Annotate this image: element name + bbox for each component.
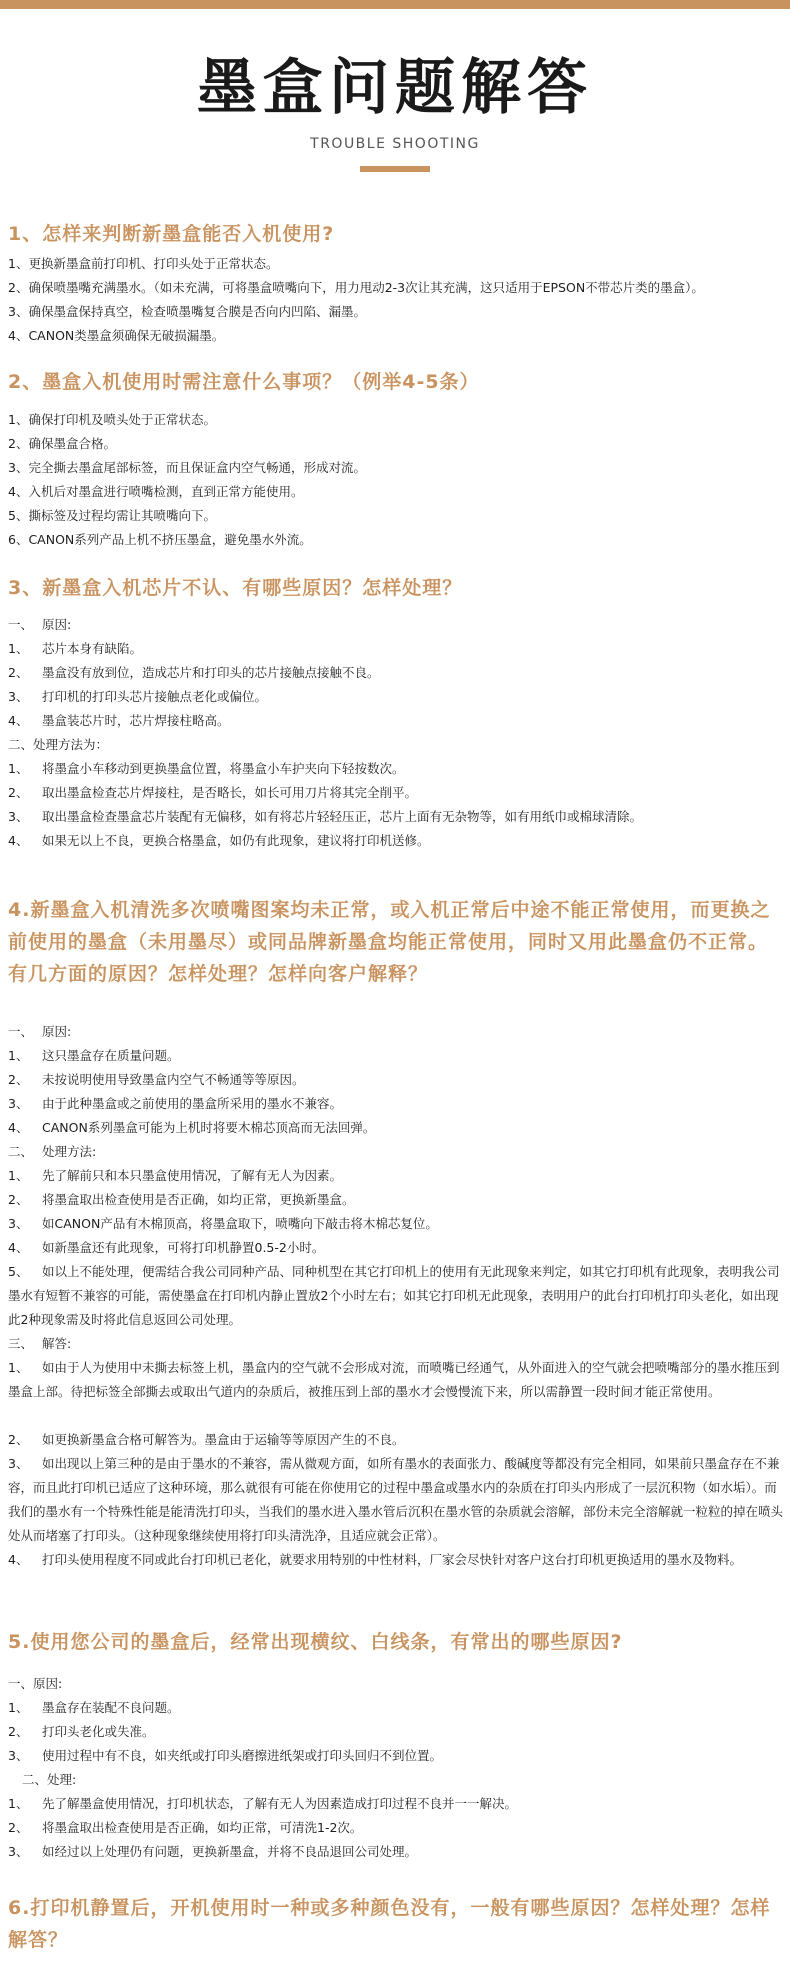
section-2-title: 2、墨盒入机使用时需注意什么事项？（例举4-5条）	[8, 371, 480, 393]
list-item: 4、CANON类墨盒须确保无破损漏墨。	[8, 328, 225, 343]
list-item: 3、 如CANON产品有木棉顶高，将墨盒取下，喷嘴向下敲击将木棉芯复位。	[8, 1216, 438, 1231]
list-item: 3、 由于此种墨盒或之前使用的墨盒所采用的墨水不兼容。	[8, 1096, 343, 1111]
list-item: 1、 先了解墨盒使用情况，打印机状态，了解有无人为因素造成打印过程不良并一一解决。	[8, 1796, 518, 1811]
list-item: 2、 打印头老化或失准。	[8, 1724, 155, 1739]
list-item: 1、 这只墨盒存在质量问题。	[8, 1048, 180, 1063]
section-6-title: 6.打印机静置后，开机使用时一种或多种颜色没有，一般有哪些原因？怎样处理？怎样解答？	[8, 1897, 771, 1951]
page-title: 墨盒问题解答	[197, 53, 593, 123]
list-item: 1、 先了解前只和本只墨盒使用情况，了解有无人为因素。	[8, 1168, 343, 1183]
list-item: 2、 将墨盒取出检查使用是否正确，如均正常，更换新墨盒。	[8, 1192, 355, 1207]
list-item: 一、 原因:	[8, 617, 72, 632]
list-item: 1、 将墨盒小车移动到更换墨盒位置，将墨盒小车护夹向下轻按数次。	[8, 761, 405, 776]
list-item: 二、处理方法为：	[8, 737, 109, 752]
section-5-title: 5.使用您公司的墨盒后，经常出现横纹、白线条，有常出的哪些原因?	[8, 1631, 623, 1653]
list-item: 5、 如以上不能处理，便需结合我公司同种产品、同种机型在其它打印机上的使用有无此现象来判定，如其它打印机有此现象，表明我公司墨水有短暂不兼容的可能，需使墨盒在打印机内静止置放2个小时左右；如其它打印机无此现象，表明用户的此台打印机打印头老化，如出现此2种现象需及时将此信息返回公司处理。	[8, 1264, 780, 1327]
list-item: 2、确保喷墨嘴充满墨水。（如未充满，可将墨盒喷嘴向下，用力甩动2-3次让其充满，这只适用于EPSON不带芯片类的墨盒）。	[8, 280, 704, 295]
list-item: 4、 墨盒装芯片时，芯片焊接柱略高。	[8, 713, 230, 728]
list-item: 二、处理:	[22, 1772, 77, 1787]
list-item: 1、确保打印机及喷头处于正常状态。	[8, 412, 216, 427]
list-item: 5、撕标签及过程均需让其喷嘴向下。	[8, 508, 216, 523]
list-item: 1、更换新墨盒前打印机、打印头处于正常状态。	[8, 256, 279, 271]
list-item: 三、 解答:	[8, 1336, 72, 1351]
page-subtitle: TROUBLE SHOOTING	[310, 136, 480, 152]
section-3-title: 3、新墨盒入机芯片不认、有哪些原因？怎样处理？	[8, 577, 463, 599]
list-item: 2、确保墨盒合格。	[8, 436, 116, 451]
top-accent-bar	[0, 0, 790, 9]
list-item: 1、 芯片本身有缺陷。	[8, 641, 143, 656]
list-item: 3、 如经过以上处理仍有问题，更换新墨盒，并将不良品退回公司处理。	[8, 1844, 418, 1859]
list-item: 2、 未按说明使用导致墨盒内空气不畅通等等原因。	[8, 1072, 305, 1087]
list-item: 3、 取出墨盒检查墨盒芯片装配有无偏移，如有将芯片轻轻压正，芯片上面有无杂物等，如有用纸巾或棉球清除。	[8, 809, 643, 824]
list-item: 3、 使用过程中有不良，如夹纸或打印头磨擦进纸架或打印头回归不到位置。	[8, 1748, 443, 1763]
section-4-title: 4.新墨盒入机清洗多次喷嘴图案均未正常，或入机正常后中途不能正常使用，而更换之前使用的墨盒（未用墨尽）或同品牌新墨盒均能正常使用，同时又用此墨盒仍不正常。有几方面的原因？怎样处理？怎样向客户解释？	[8, 899, 771, 985]
list-item: 1、 如由于人为使用中未撕去标签上机，墨盒内的空气就不会形成对流，而喷嘴已经通气，从外面进入的空气就会把喷嘴部分的墨水推压到墨盒上部。待把标签全部撕去或取出气道内的杂质后，被推压到上部的墨水才会慢慢流下来，所以需静置一段时间才能正常使用。	[8, 1360, 780, 1399]
list-item: 3、 打印机的打印头芯片接触点老化或偏位。	[8, 689, 268, 704]
list-item: 3、确保墨盒保持真空，检查喷墨嘴复合膜是否向内凹陷、漏墨。	[8, 304, 366, 319]
list-item: 1、 墨盒存在装配不良问题。	[8, 1700, 180, 1715]
title-underline	[360, 166, 430, 172]
list-item: 4、 CANON系列墨盒可能为上机时将要木棉芯顶高而无法回弹。	[8, 1120, 376, 1135]
list-item: 2、 取出墨盒检查芯片焊接柱，是否略长，如长可用刀片将其完全削平。	[8, 785, 418, 800]
list-item: 一、原因:	[8, 1676, 63, 1691]
list-item: 4、 如果无以上不良，更换合格墨盒，如仍有此现象，建议将打印机送修。	[8, 833, 430, 848]
list-item: 4、入机后对墨盒进行喷嘴检测，直到正常方能使用。	[8, 484, 304, 499]
list-item: 二、 处理方法:	[8, 1144, 97, 1159]
list-item: 2、 将墨盒取出检查使用是否正确，如均正常，可清洗1-2次。	[8, 1820, 363, 1835]
list-item: 3、 如出现以上第三种的是由于墨水的不兼容，需从微观方面，如所有墨水的表面张力、酸碱度等都没有完全相同，如果前只墨盒存在不兼容，而且此打印机已适应了这种环境，那么就很有可能在你使用它的过程中墨盒或墨水内的杂质在打印头内形成了一层沉积物（如水垢）。而我们的墨水有一个特殊性能是能清洗打印头，当我们的墨水进入墨水管后沉积在墨水管的杂质就会溶解，部份未完全溶解就一粒粒的掉在喷头处从而堵塞了打印头。（这种现象继续使用将打印头清洗净，且适应就会正常）。	[8, 1456, 784, 1543]
list-item: 2、 墨盒没有放到位，造成芯片和打印头的芯片接触点接触不良。	[8, 665, 380, 680]
list-item: 3、完全撕去墨盒尾部标签，而且保证盒内空气畅通，形成对流。	[8, 460, 366, 475]
section-1-title: 1、怎样来判断新墨盒能否入机使用?	[8, 223, 335, 245]
list-item: 一、 原因:	[8, 1024, 72, 1039]
list-item: 6、CANON系列产品上机不挤压墨盒，避免墨水外流。	[8, 532, 312, 547]
list-item: 4、 如新墨盒还有此现象，可将打印机静置0.5-2小时。	[8, 1240, 325, 1255]
list-item: 4、 打印头使用程度不同或此台打印机已老化，就要求用特别的中性材料，厂家会尽快针对客户这台打印机更换适用的墨水及物料。	[8, 1552, 743, 1567]
list-item: 2、 如更换新墨盒合格可解答为。墨盒由于运输等等原因产生的不良。	[8, 1432, 405, 1447]
